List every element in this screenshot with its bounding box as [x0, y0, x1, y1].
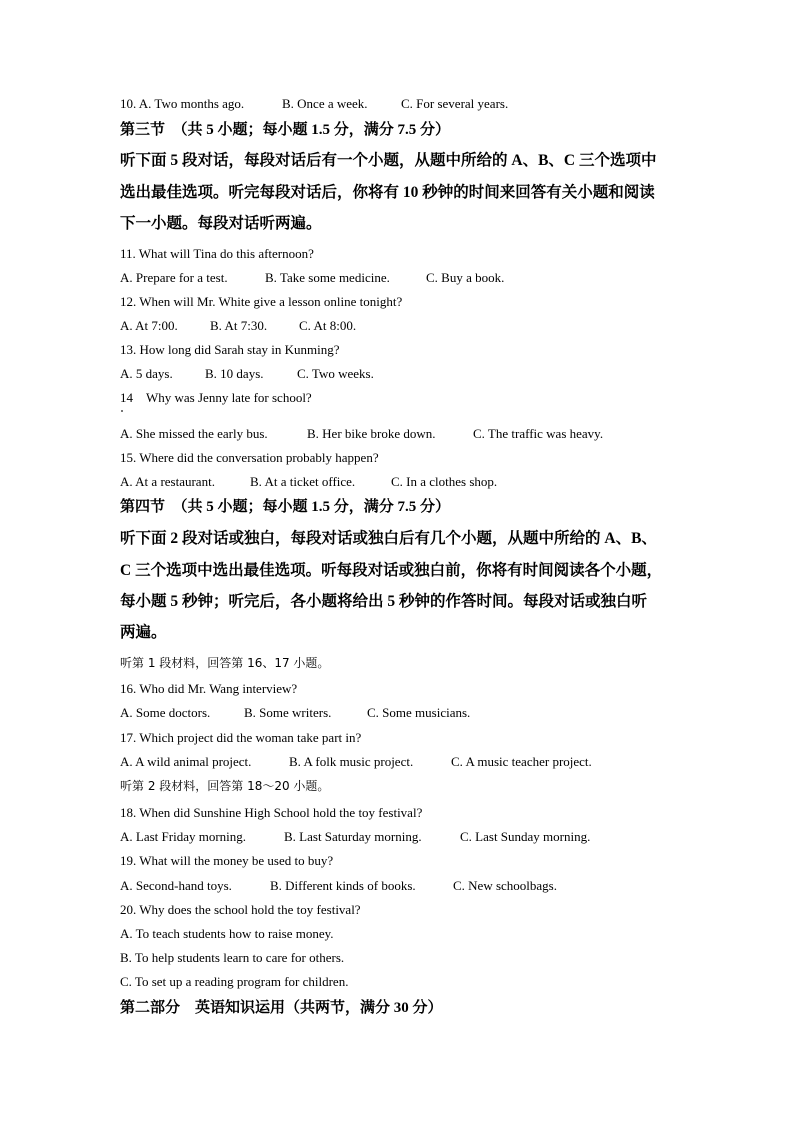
q19-option-c: C. New schoolbags. [453, 878, 557, 893]
section4-instr-4: 两遍。 [120, 624, 167, 641]
q16-option-c: C. Some musicians. [367, 705, 471, 720]
q15-option-b: B. At a ticket office. [250, 474, 356, 489]
q10-option-c: C. For several years. [401, 96, 509, 111]
q13-option-c: C. Two weeks. [297, 366, 374, 381]
section3-instr-2: 选出最佳选项。听完每段对话后，你将有 10 秒钟的时间来回答有关小题和阅读 [120, 184, 655, 201]
q17-option-c: C. A music teacher project. [451, 754, 592, 769]
q11-options [120, 270, 504, 286]
q15-question: 15. Where did the conversation probably happen? [120, 450, 379, 465]
q13-option-b: B. 10 days. [205, 366, 264, 381]
q15-options [120, 474, 497, 490]
q14-option-c: C. The traffic was heavy. [473, 426, 604, 441]
q13-option-a: A. 5 days. [120, 366, 173, 381]
q14-option-a: A. She missed the early bus. [120, 426, 268, 441]
q13-options [120, 366, 374, 382]
material-1-note: 听第 1 段材料，回答第 16、17 小题。 [120, 656, 330, 670]
q16-question: 16. Who did Mr. Wang interview? [120, 681, 298, 696]
q11-option-b: B. Take some medicine. [265, 270, 390, 285]
q12-option-a: A. At 7:00. [120, 318, 178, 333]
q17-option-a: A. A wild animal project. [120, 754, 252, 769]
q20-question: 20. Why does the school hold the toy festival? [120, 902, 361, 917]
section3-instr-1: 听下面 5 段对话，每段对话后有一个小题，从题中所给的 A、B、C 三个选项中 [120, 152, 657, 169]
q12-question: 12. When will Mr. White give a lesson online tonight? [120, 294, 403, 309]
q20-option-c: C. To set up a reading program for children. [120, 974, 349, 989]
q17-question: 17. Which project did the woman take part in? [120, 730, 362, 745]
q20-option-b: B. To help students learn to care for others. [120, 950, 345, 965]
q14-question: 14 Why was Jenny late for school? [120, 390, 312, 405]
q11-question: 11. What will Tina do this afternoon? [120, 246, 314, 261]
q18-option-c: C. Last Sunday morning. [460, 829, 591, 844]
section4-instr-2: C 三个选项中选出最佳选项。听每段对话或独白前，你将有时间阅读各个小题， [120, 562, 663, 579]
q16-options [120, 705, 470, 721]
q11-option-a: A. Prepare for a test. [120, 270, 228, 285]
q11-option-c: C. Buy a book. [426, 270, 505, 285]
q16-option-a: A. Some doctors. [120, 705, 211, 720]
q18-option-b: B. Last Saturday morning. [284, 829, 422, 844]
q12-option-b: B. At 7:30. [210, 318, 268, 333]
q18-option-a: A. Last Friday morning. [120, 829, 247, 844]
q19-option-a: A. Second-hand toys. [120, 878, 232, 893]
q10-option-a: 10. A. Two months ago. [120, 96, 245, 111]
section4-title: 第四节 （共 5 小题；每小题 1.5 分，满分 7.5 分） [120, 499, 451, 515]
q17-option-b: B. A folk music project. [289, 754, 414, 769]
q19-question: 19. What will the money be used to buy? [120, 853, 334, 868]
material-2-note: 听第 2 段材料，回答第 18～20 小题。 [120, 779, 330, 793]
q17-options [120, 754, 592, 770]
stray-dot [121, 410, 123, 412]
q10-option-b: B. Once a week. [282, 96, 368, 111]
q12-option-c: C. At 8:00. [299, 318, 357, 333]
q12-options [120, 318, 356, 334]
section4-instr-3: 每小题 5 秒钟；听完后，各小题将给出 5 秒钟的作答时间。每段对话或独白听 [120, 593, 648, 610]
q14-option-b: B. Her bike broke down. [307, 426, 436, 441]
q19-option-b: B. Different kinds of books. [270, 878, 416, 893]
q20-option-a: A. To teach students how to raise money. [120, 926, 334, 941]
section3-title: 第三节 （共 5 小题；每小题 1.5 分，满分 7.5 分） [120, 122, 451, 138]
q18-question: 18. When did Sunshine High School hold the toy festival? [120, 805, 423, 820]
q13-question: 13. How long did Sarah stay in Kunming? [120, 342, 340, 357]
q18-options [120, 829, 590, 845]
q15-option-a: A. At a restaurant. [120, 474, 215, 489]
section3-instr-3: 下一小题。每段对话听两遍。 [120, 215, 322, 232]
q10-options [120, 96, 508, 112]
q19-options [120, 878, 557, 894]
q14-options [120, 426, 603, 442]
part2-title: 第二部分 英语知识运用（共两节，满分 30 分） [120, 1000, 443, 1016]
q16-option-b: B. Some writers. [244, 705, 332, 720]
section4-instr-1: 听下面 2 段对话或独白，每段对话或独白后有几个小题，从题中所给的 A、B、 [120, 530, 657, 547]
q15-option-c: C. In a clothes shop. [391, 474, 498, 489]
